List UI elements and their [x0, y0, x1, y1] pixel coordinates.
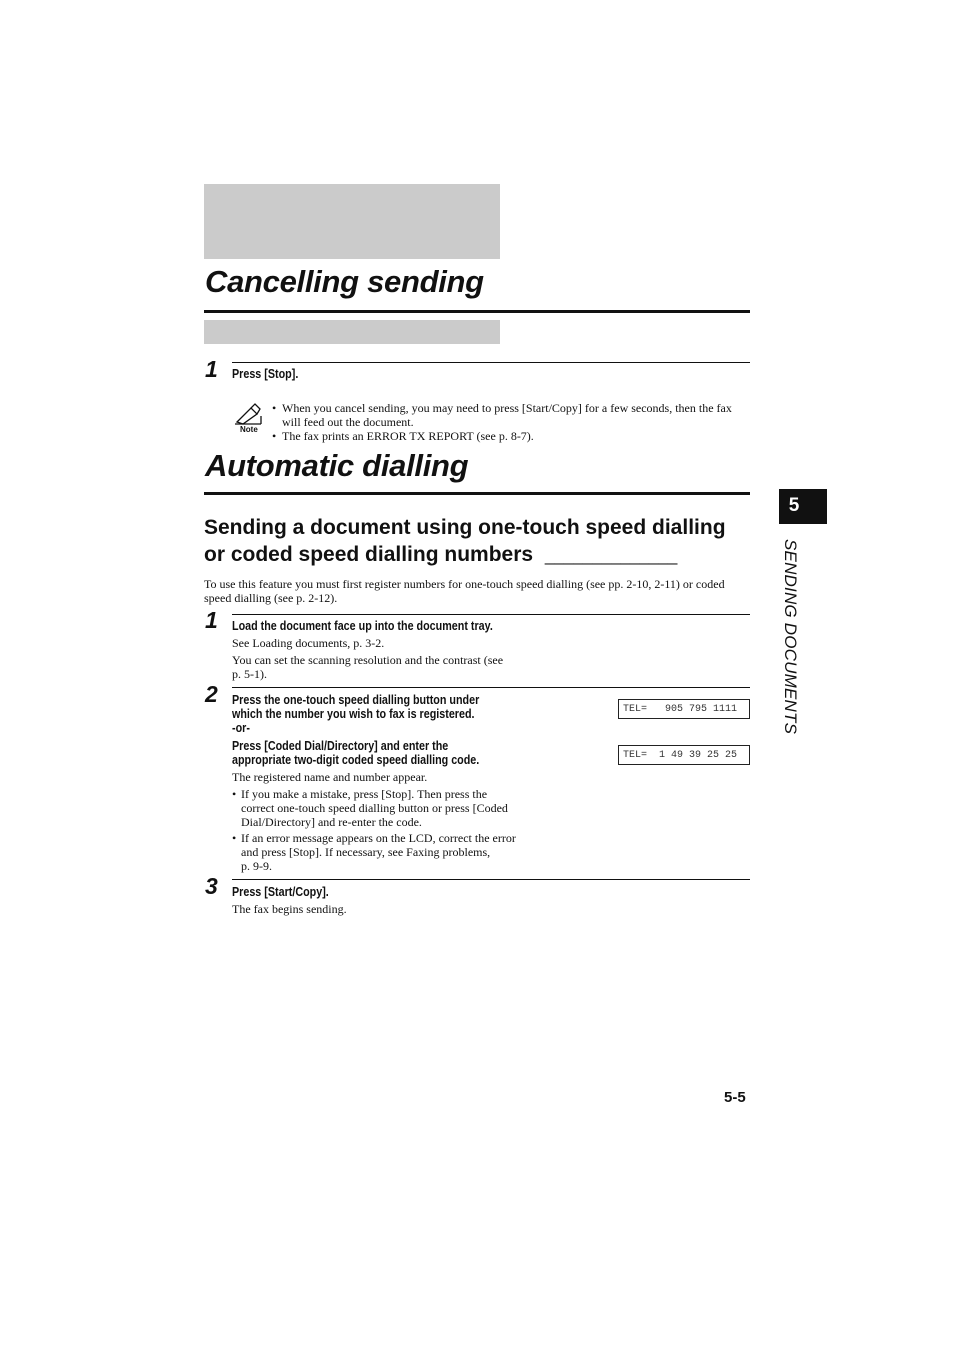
note-list: [272, 401, 752, 443]
step-rule: [232, 879, 750, 880]
step-heading: which the number you wish to fax is registered.: [232, 707, 475, 721]
lcd-display-2: TEL= 1 49 39 25 25: [618, 745, 750, 765]
subheader-grey-block: [204, 320, 500, 344]
step-body: The registered name and number appear.: [232, 770, 428, 784]
note-icon: [233, 402, 265, 436]
side-section-label: SENDING DOCUMENTS: [781, 539, 800, 735]
note-label: Note: [240, 425, 258, 434]
step-heading: Load the document face up into the document tray.: [232, 619, 493, 633]
step-or: -or-: [232, 721, 250, 735]
step-number: 2: [205, 681, 218, 707]
lcd-display-1: TEL= 905 795 1111: [618, 699, 750, 719]
step-heading: Press the one-touch speed dialling button under: [232, 693, 480, 707]
step-heading: appropriate two-digit coded speed dialling code.: [232, 753, 480, 767]
note-bullet-2: • The fax prints an ERROR TX REPORT (see p. 8-7).: [272, 429, 534, 443]
header-grey-block: [204, 184, 500, 259]
section-title-cancelling: Cancelling sending: [205, 264, 484, 299]
step-body: See Loading documents, p. 3-2.: [232, 636, 385, 650]
section-title-automatic: Automatic dialling: [205, 448, 469, 483]
step-number: 1: [205, 356, 218, 382]
title-rule: [204, 492, 750, 495]
step-heading: Press [Coded Dial/Directory] and enter the: [232, 739, 449, 753]
chapter-number: 5: [788, 495, 800, 516]
step-rule: [232, 362, 750, 363]
step-bullet-1: • If you make a mistake, press [Stop]. Then press the correct one-touch speed dialling button or press [Coded Dial/Directory] and re-enter the code.: [232, 787, 508, 829]
subsection-title-line1: Sending a document using one-touch speed dialling: [204, 516, 726, 539]
step-body: You can set the scanning resolution and the contrast (see: [232, 653, 504, 667]
step-bullet-2: • If an error message appears on the LCD, correct the error and press [Stop]. If necessary, see Faxing problems, p. 9-9.: [232, 831, 516, 873]
step-body: p. 5-1).: [232, 667, 267, 681]
step-heading: Press [Start/Copy].: [232, 885, 329, 899]
step-number: 1: [205, 607, 218, 633]
step-heading: Press [Stop].: [232, 367, 299, 381]
step-number: 3: [205, 873, 218, 899]
step-body: The fax begins sending.: [232, 902, 347, 916]
step-rule: [232, 614, 750, 615]
note-bullet-1: • When you cancel sending, you may need to press [Start/Copy] for a few seconds, then the fax will feed out the document.: [272, 401, 732, 429]
step-rule: [232, 687, 750, 688]
page-number: 5-5: [724, 1089, 746, 1106]
chapter-tab: [779, 489, 827, 524]
subsection-title-line2: or coded speed dialling numbers ______________: [204, 543, 678, 566]
intro-paragraph: To use this feature you must first register numbers for one-touch speed dialling (see pp. 2-10, 2-11) or coded speed dialling (see p. 2-12).: [204, 577, 725, 605]
title-rule: [204, 310, 750, 313]
